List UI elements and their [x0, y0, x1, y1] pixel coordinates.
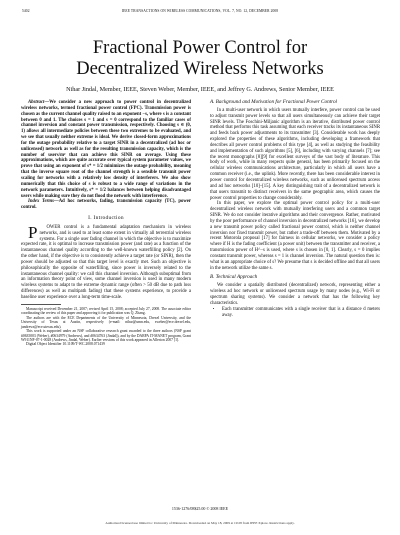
issn-copyright: 1536-1276/08$25.00 © 2008 IEEE [171, 506, 229, 511]
author-line: Nihar Jindal, Member, IEEE, Steven Weber, Member, IEEE, and Jeffrey G. Andrews, Senior Member, IEEE [66, 86, 334, 93]
paper-title [20, 38, 380, 80]
license-footer: Authorized licensed use limited to: University of Minnesota. Downloaded on May 18, 2009 at 19:28 from IEEE Xplore. Restrictions apply. [105, 521, 295, 525]
footnote-manuscript: Manuscript received December 21, 2007; revised April 15, 2008; accepted July 27, 2008. The associate editor coordinating the review of this paper and approving it for publication was Q. Zhang. [21, 306, 191, 316]
drop-cap: P [28, 222, 38, 242]
background-paragraph-2: In this paper, we explore the optimal power control policy for a multi-user decentralized wireless network with mutually interfering users and a common target SINR. We do not consider iterative algorithms and their convergence. Rather, motivated by the poor performance of channel inversion in decentralized networks [16], we develop a new transmit power policy called fractional power control, which is neither channel inversion nor fixed transmit power, but rather a trade-off between them. Motivated by a recent Motorola proposal [17] for fairness in cellular networks, we consider a policy where if H is the fading coefficient (a power unit) between the transmitter and receiver, a transmission power of H^−s is used, where s is chosen in [0, 1]. Clearly, s = 0 implies constant transmit power, whereas s = 1 is channel inversion. The natural question then is: what is an appropriate choice of s? We presume that s is decided offline and that all users in the network utilize the same s. [210, 201, 381, 271]
page-number: 5402 [22, 9, 30, 13]
left-column [21, 100, 191, 347]
technical-approach-paragraph: We consider a spatially distributed (decentralized) network, representing either a wireless ad hoc network or unlicensed spectrum usage by many nodes (e.g., Wi-Fi or spectrum sharing systems). We consider a network that has the following key characteristics. [210, 283, 380, 306]
journal-header: IEEE TRANSACTIONS ON WIRELESS COMMUNICATIONS, VOL. 7, NO. 12, DECEMBER 2008 [121, 9, 279, 13]
footnote-doi: Digital Object Identifier 10.1109/T-WC.2008.071439 [26, 342, 105, 347]
abstract-label: Abstract [28, 100, 45, 105]
title-line-2: Decentralized Wireless Networks [76, 59, 324, 79]
background-paragraph-1: In a multi-user network in which users mutually interfere, power control can be used to adjust transmit power levels so that all users simultaneously can achieve their target SINR levels. The Foschini-Miljanic algorithm is an iterative, distributed power control method that performs this task assuming that each receiver tracks its instantaneous SINR and feeds back power adjustments to its transmitter [3]. Considerable work has deeply explored the properties of these algorithms, including developing a framework that describes all power control problems of this type [4], as well as studying the feasibility and implementation of such algorithms [5], [6], including with varying channels [7]; see the recent monographs [8][9] for excellent surveys of the vast body of literature. This body of work, while in many respects quite general, has been primarily focused on the cellular wireless communications architecture, particularly in which all users have a common receiver (i.e., the uplink). More recently, there has been considerable interest in power control for decentralized wireless networks, such as unlicensed spectrum access and ad hoc networks [10]–[15]. A key distinguishing trait of a decentralized network is that users transmit to distinct receivers in the same geographic area, which causes the power control properties to change considerably. [210, 107, 380, 201]
characteristics-list [210, 307, 380, 319]
abstract [21, 100, 191, 199]
index-terms-label: Index Terms [28, 199, 54, 205]
intro-paragraph [21, 222, 191, 301]
footnote-divider [21, 304, 61, 305]
intro-text: OWER control is a fundamental adaptation mechanism in wireless networks, and is used to at least some extent in virtually all terrestrial wireless systems. For a single user fading channel in which the objective is to maximize expected rate, it is optimal to increase transmission power (and rate) as a function of the instantaneous channel quality according to the well-known waterfilling policy [2]. On the other hand, if the objective is to consistently achieve a target rate (or SINR), then the power should be adjusted so that this target level is exactly met. Such an objective is philosophically the opposite of waterfilling, since power is inversely related to the instantaneous channel quality: we call this channel inversion. Although suboptimal from an information theory point of view, some channel inversion is used in many modern wireless systems to adapt to the extreme dynamic range (often > 50 dB due to path loss differences) as well as multipath fading) that these systems experience, to provide a baseline user experience over a long-term time-scale. [21, 224, 191, 300]
subsection-heading-background: A. Background and Motivation for Fractional Power Control [210, 99, 337, 105]
footnote-affiliations: The authors are with the ECE Departments of the University of Minnesota, Drexel University, and the University of Texas at Austin, respectively (e-mail: nihar@umn.edu, sweber@ece.drexel.edu, jandrews@ece.utexas.edu). [21, 315, 191, 329]
index-terms-text: —Ad hoc networks, fading, transmission capacity (TC), power control. [21, 199, 191, 211]
list-item: • Each transmitter communicates with a single receiver that is a distance d meters away. [222, 307, 380, 319]
title-line-1: Fractional Power Control for [92, 38, 308, 58]
footnote-funding: This work is supported under an NSF collaborative research grant awarded to the three authors (NSF grant #0635003 (Weber), #0634979 (Andrews), and #0634763 (Jindal)), and by the DARPA IT-MANET program, Grant W911NF-07-1-0028 (Andrews, Jindal, Weber). Earlier versions of this work appeared in Allerton 2007 [1]. [21, 329, 191, 343]
section-heading-introduction: I. Introduction [88, 215, 124, 222]
right-column [210, 100, 380, 318]
abstract-text: —We consider a new approach to power control in decentralized wireless networks, termed fractional power control (FPC). Transmission power is chosen as the current channel quality raised to an exponent −s, where s is a constant between 0 and 1. The choices s = 1 and s = 0 correspond to the familiar cases of channel inversion and constant power transmission, respectively. Choosing s ∈ (0, 1) allows all intermediate policies between these two extremes to be evaluated, and we see that usually neither extreme is ideal. We derive closed-form approximations for the outage probability relative to a target SINR in a decentralized (ad hoc or unlicensed) network as well as for the resulting transmission capacity, which is the number of users/m² that can achieve this SINR on average. Using these approximations, which are quite accurate over typical system parameter values, we prove that using an exponent of s* = 1/2 minimizes the outage probability, meaning that the inverse square root of the channel strength is a sensible transmit power scaling for networks with a relatively low density of interferers. We also show numerically that this choice of s is robust to a wide range of variations in the network parameters. Intuitively, s* = 1/2 balances between helping disadvantaged users while making sure they do not flood the network with interference. [21, 100, 191, 199]
footnote-block [21, 307, 191, 347]
subsection-heading-technical-approach: B. Technical Approach [210, 274, 258, 281]
index-terms [21, 199, 191, 211]
